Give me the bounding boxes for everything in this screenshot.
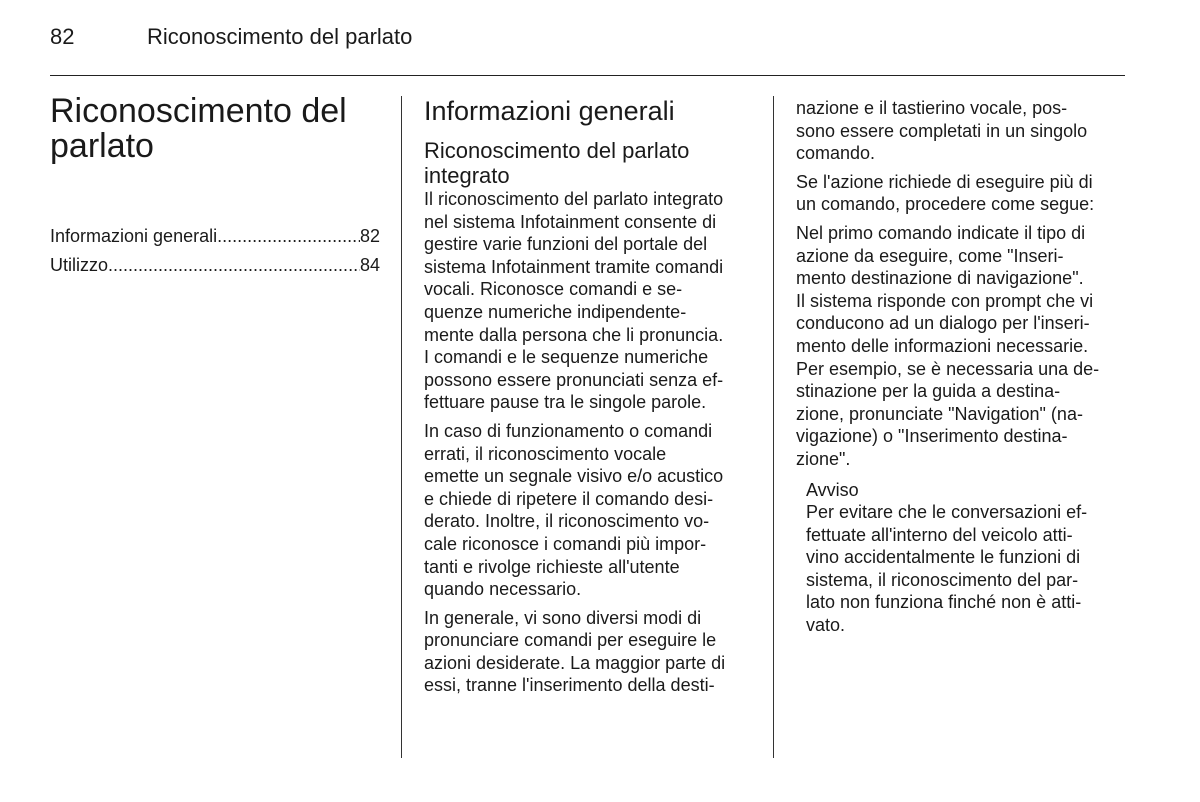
subsection-heading-line: integrato <box>424 163 510 188</box>
text-line: In caso di funzionamento o comandi <box>424 420 713 441</box>
text-line: Nel primo comando indicate il tipo di <box>796 222 1086 243</box>
text-line: mente dalla persona che li pronuncia. <box>424 324 724 345</box>
toc-leader-dots <box>108 251 360 280</box>
toc-entry-page: 84 <box>359 255 380 275</box>
text-line: Per evitare che le conversazioni ef- <box>806 502 1088 523</box>
chapter-title-line: Riconoscimento del <box>50 92 347 130</box>
text-line: I comandi e le sequenze numeriche <box>424 347 709 368</box>
text-line: vigazione) o "Inserimento destina- <box>796 426 1068 447</box>
text-line: pronunciare comandi per eseguire le <box>424 630 717 651</box>
text-line: errati, il riconoscimento vocale <box>424 443 667 464</box>
text-line: comando. <box>796 143 876 164</box>
text-line: vocali. Riconosce comandi e se- <box>424 279 683 300</box>
text-line: essi, tranne l'inserimento della desti- <box>424 675 715 696</box>
text-line: In generale, vi sono diversi modi di <box>424 607 702 628</box>
paragraph <box>424 420 760 601</box>
text-line: vino accidentalmente le funzioni di <box>806 547 1081 568</box>
chapter-title <box>50 94 380 164</box>
text-line: sistema Infotainment tramite comandi <box>424 256 724 277</box>
notice-text <box>806 501 1131 637</box>
section-heading: Informazioni generali <box>424 96 675 126</box>
text-line: nazione e il tastierino vocale, pos- <box>796 98 1068 118</box>
text-line: sistema, il riconoscimento del par- <box>806 569 1079 590</box>
text-line: emette un segnale visivo e/o acustico <box>424 466 724 487</box>
text-line: zione, pronunciate "Navigation" (na- <box>796 403 1083 424</box>
column-divider-1 <box>401 96 402 758</box>
text-line: nel sistema Infotainment consente di <box>424 211 717 232</box>
paragraph <box>796 97 1131 165</box>
text-line: cale riconosce i comandi più impor- <box>424 533 707 554</box>
text-line: azione da eseguire, come "Inseri- <box>796 245 1064 266</box>
toc-entry-label: Utilizzo <box>50 255 109 275</box>
text-line: fettuate all'interno del veicolo atti- <box>806 524 1073 545</box>
text-line: e chiede di ripetere il comando desi- <box>424 488 714 509</box>
chapter-title-line: parlato <box>50 127 154 165</box>
toc-leader-dots <box>217 222 360 251</box>
text-line: gestire varie funzioni del portale del <box>424 234 708 255</box>
paragraph <box>424 188 760 414</box>
text-line: Per esempio, se è necessaria una de- <box>796 358 1100 379</box>
column-divider-2 <box>773 96 774 758</box>
text-line: fettuare pause tra le singole parole. <box>424 392 707 413</box>
text-line: mento delle informazioni necessarie. <box>796 335 1089 356</box>
notice-box <box>806 479 1131 637</box>
text-line: Il sistema risponde con prompt che vi <box>796 290 1094 311</box>
text-line: Se l'azione richiede di eseguire più di <box>796 171 1093 192</box>
toc-entry-page: 82 <box>359 226 380 246</box>
subsection-heading-line: Riconoscimento del parlato <box>424 138 690 163</box>
text-line: possono essere pronunciati senza ef- <box>424 369 724 390</box>
page-number: 82 <box>50 24 75 49</box>
text-line: tanti e rivolge richieste all'utente <box>424 556 680 577</box>
text-line: quando necessario. <box>424 579 582 600</box>
text-line: derato. Inoltre, il riconoscimento vo- <box>424 511 710 532</box>
text-line: quenze numeriche indipendente- <box>424 301 687 322</box>
paragraph <box>424 607 760 697</box>
toc-entry-informazioni-generali[interactable] <box>50 222 380 251</box>
subsection-heading <box>424 138 760 188</box>
table-of-contents <box>50 222 380 280</box>
text-line: azioni desiderate. La maggior parte di <box>424 652 726 673</box>
text-line: vato. <box>806 615 846 636</box>
text-line: sono essere completati in un singolo <box>796 120 1088 141</box>
column-2 <box>424 96 760 703</box>
text-line: stinazione per la guida a destina- <box>796 381 1061 402</box>
text-line: Il riconoscimento del parlato integrato <box>424 189 724 209</box>
header-rule <box>50 75 1125 76</box>
text-line: mento destinazione di navigazione". <box>796 268 1084 289</box>
paragraph <box>796 222 1131 471</box>
toc-entry-label: Informazioni generali <box>50 226 218 246</box>
notice-title: Avviso <box>806 479 859 500</box>
text-line: lato non funziona finché non è atti- <box>806 592 1082 613</box>
toc-entry-utilizzo[interactable] <box>50 251 380 280</box>
text-line: un comando, procedere come segue: <box>796 194 1095 215</box>
text-line: zione". <box>796 448 851 469</box>
running-title: Riconoscimento del parlato <box>147 24 413 49</box>
paragraph <box>796 171 1131 216</box>
column-3 <box>796 97 1131 643</box>
text-line: conducono ad un dialogo per l'inseri- <box>796 313 1090 334</box>
page-header <box>50 24 412 50</box>
